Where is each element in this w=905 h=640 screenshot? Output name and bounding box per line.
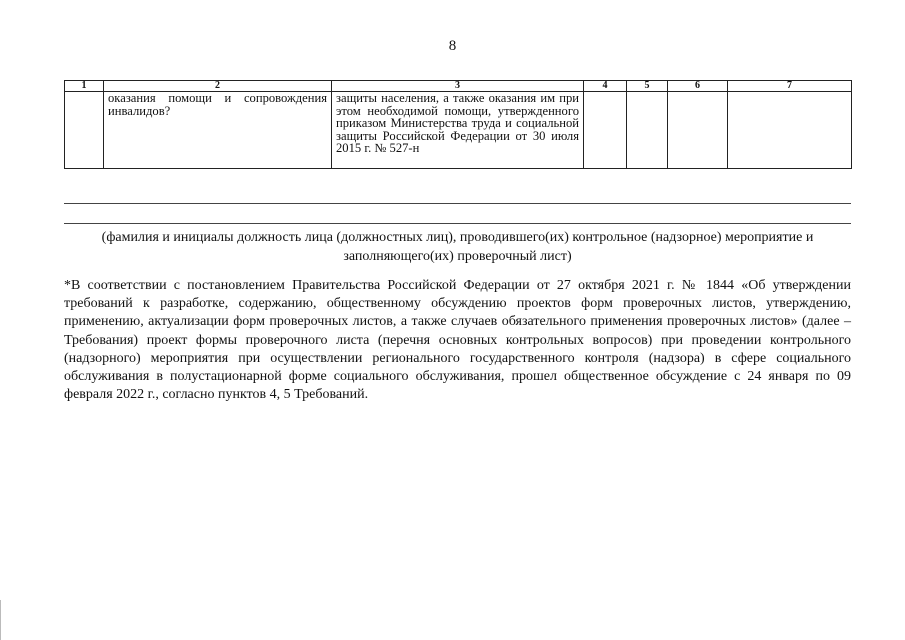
cell-not-applicable [668,92,728,169]
column-header-7: 7 [728,81,852,92]
column-header-1: 1 [65,81,104,92]
cell-requirements: защиты населения, а также оказания им при этом необходимой помощи, утвержденного приказом Министерства труда и социальной защиты Российской Федерации от 30 июля 2015 г. № 527-н [332,92,584,169]
column-header-5: 5 [627,81,668,92]
column-header-3: 3 [332,81,584,92]
checklist-table [64,80,852,169]
cell-answer-yes [584,92,627,169]
signature-line-top [64,203,851,204]
cell-answer-no [627,92,668,169]
signature-line-bottom [64,223,851,224]
cell-number [65,92,104,169]
cell-question: оказания помощи и сопровождения инвалидов? [104,92,332,169]
scan-edge-mark [0,600,1,640]
column-header-2: 2 [104,81,332,92]
table-row [65,92,852,169]
cell-note [728,92,852,169]
footnote-text: *В соответствии с постановлением Правительства Российской Федерации от 27 октября 2021 г. № 1844 «Об утверждении требований к разработке, содержанию, общественному обсуждению проектов форм проверочных листов, утверждению, применению, актуализации форм проверочных листов, а также случаев обязательного применения проверочных листов» (далее – Требования) проект формы проверочного листа (перечня основных контрольных вопросов) при проведении контрольного (надзорного) мероприятия при осуществлении регионального государственного контроля (надзора) в сфере социального обслуживания в полустационарной форме социального обслуживания, прошел общественное обсуждение с 24 января по 09 февраля 2022 г., согласно пунктов 4, 5 Требований. [64,278,851,403]
column-header-4: 4 [584,81,627,92]
signature-caption: (фамилия и инициалы должность лица (должностных лиц), проводившего(их) контрольное (надзорное) мероприятие и заполняющего(их) проверочный лист) [101,230,814,264]
footnote [64,277,851,404]
column-header-6: 6 [668,81,728,92]
table-header-row [65,81,852,92]
page-number: 8 [448,38,457,54]
